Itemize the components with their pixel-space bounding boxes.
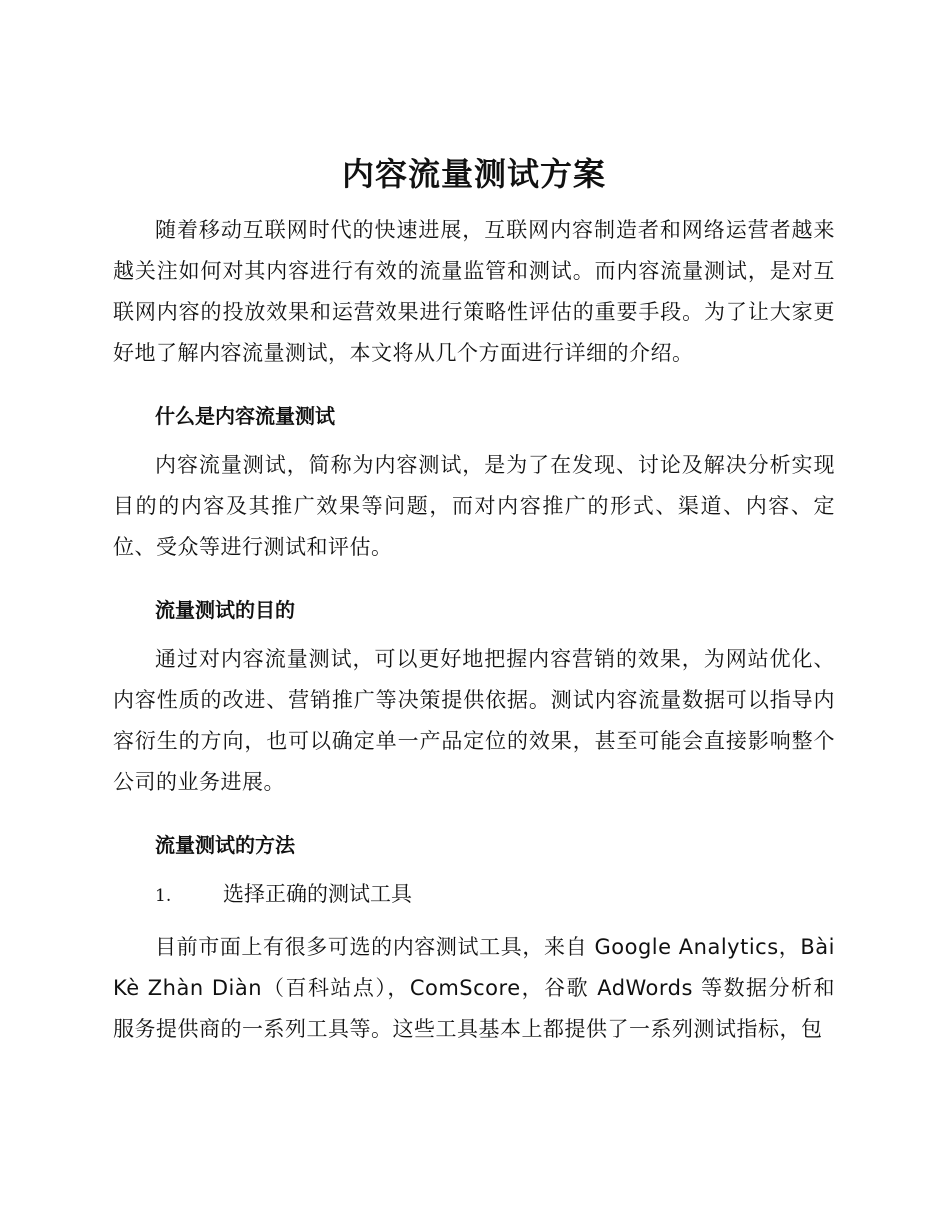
list-item-text: 选择正确的测试工具 [223, 882, 412, 906]
document-page [113, 150, 835, 1050]
section-heading-method: 流量测试的方法 [155, 833, 295, 857]
list-number: 1. [155, 886, 172, 906]
section-body-method: 目前市面上有很多可选的内容测试工具，来自 Google Analytics，Bài Kè Zhàn Diàn（百科站点），ComScore，谷歌 AdWords 等数据分析和服务提供商的一系列工具等。这些工具基本上都提供了一系列测试指标，包 [113, 935, 835, 1041]
section-body-purpose: 通过对内容流量测试，可以更好地把握内容营销的效果，为网站优化、内容性质的改进、营销推广等决策提供依据。测试内容流量数据可以指导内容衍生的方向，也可以确定单一产品定位的效果，甚至可能会直接影响整个公司的业务进展。 [113, 647, 835, 794]
list-item [113, 874, 835, 917]
document-title: 内容流量测试方案 [341, 155, 606, 193]
section-heading-purpose: 流量测试的目的 [155, 598, 295, 622]
section-body-what: 内容流量测试，简称为内容测试，是为了在发现、讨论及解决分析实现目的的内容及其推广效果等问题，而对内容推广的形式、渠道、内容、定位、受众等进行测试和评估。 [113, 453, 835, 559]
intro-paragraph: 随着移动互联网时代的快速进展，互联网内容制造者和网络运营者越来越关注如何对其内容进行有效的流量监管和测试。而内容流量测试，是对互联网内容的投放效果和运营效果进行策略性评估的重要手段。为了让大家更好地了解内容流量测试，本文将从几个方面进行详细的介绍。 [113, 218, 835, 365]
section-heading-what: 什么是内容流量测试 [155, 404, 335, 428]
